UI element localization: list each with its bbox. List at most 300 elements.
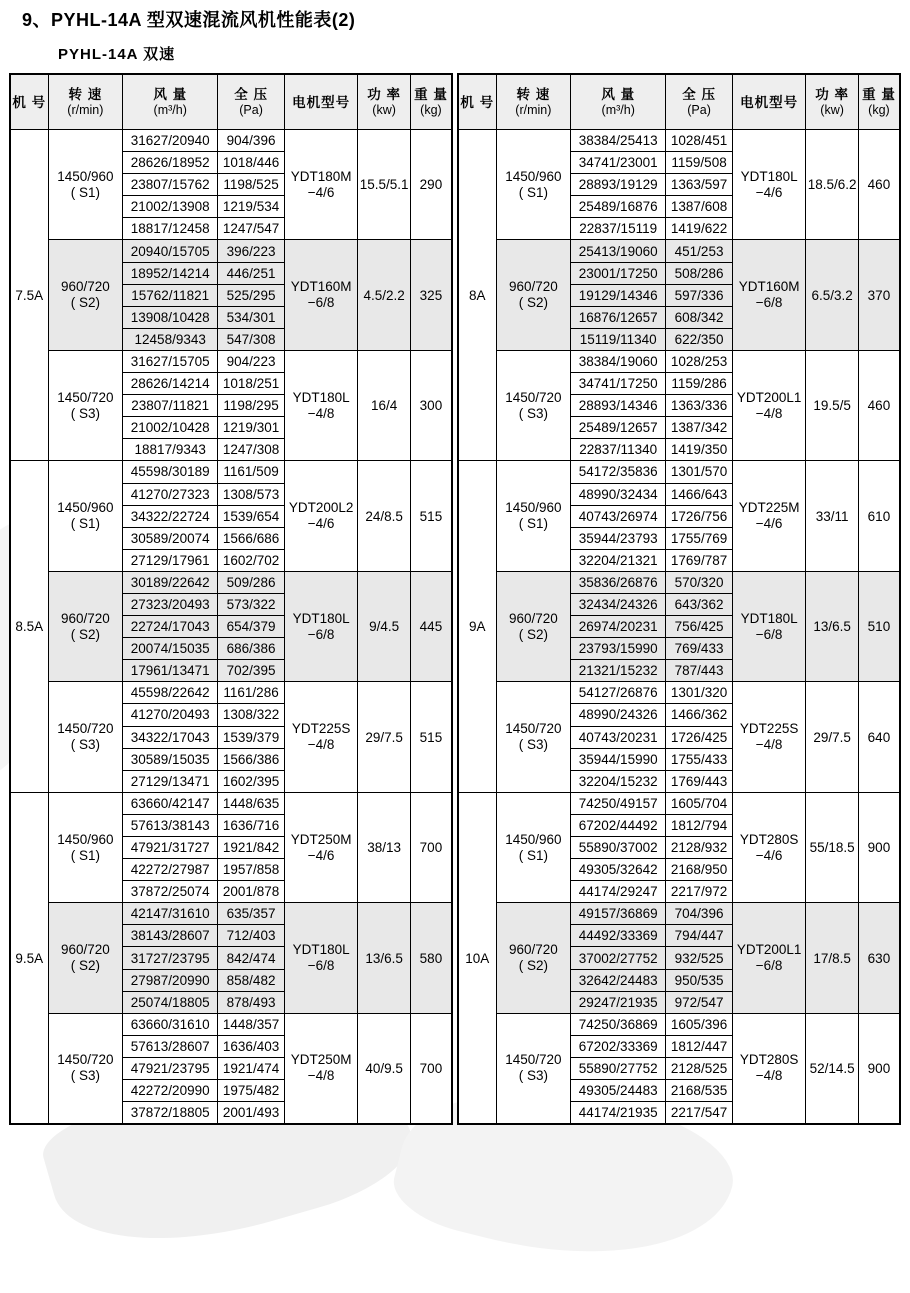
motor-model-line2: −4/8 [307,405,335,421]
pressure-cell: 1769/443 [666,770,733,792]
table-row [10,571,452,593]
power-cell: 6.5/3.2 [806,240,859,350]
table-row [458,792,900,814]
speed-setting-label: ( S2) [70,295,100,311]
power-cell: 13/6.5 [358,903,411,1013]
speed-setting-label: ( S1) [70,516,100,532]
motor-model-cell [284,130,357,240]
pressure-cell: 608/342 [666,306,733,328]
header-label: 电机型号 [740,94,799,110]
motor-model-cell [284,461,357,571]
pressure-cell: 904/223 [218,350,285,372]
flow-cell: 28626/18952 [123,152,218,174]
header-label: 转 速 [516,87,551,102]
flow-cell: 37872/18805 [123,1102,218,1125]
pressure-cell: 573/322 [218,593,285,615]
power-cell: 18.5/6.2 [806,130,859,240]
flow-cell: 27129/17961 [123,549,218,571]
pressure-cell: 787/443 [666,660,733,682]
motor-model-line2: −4/6 [307,184,335,200]
flow-cell: 57613/38143 [123,814,218,836]
speed-value: 960/720 [60,610,110,626]
weight-cell: 700 [410,792,452,902]
speed-cell [48,792,123,902]
speed-cell [496,350,571,460]
motor-model-line2: −4/6 [755,516,783,532]
header-unit: (kg) [868,103,890,117]
flow-cell: 12458/9343 [123,328,218,350]
motor-model-line1: YDT200L1 [736,942,802,958]
speed-cell [48,240,123,350]
speed-cell [496,571,571,681]
pressure-cell: 1755/769 [666,527,733,549]
pressure-cell: 769/433 [666,638,733,660]
header-unit: (kw) [372,103,396,117]
header-unit: (Pa) [687,103,711,117]
flow-cell: 32642/24483 [571,969,666,991]
speed-cell [496,130,571,240]
motor-model-cell [284,903,357,1013]
power-cell: 13/6.5 [806,571,859,681]
motor-model-line2: −4/8 [307,737,335,753]
header-row [458,74,900,130]
motor-model-line2: −4/8 [755,405,783,421]
speed-value: 960/720 [508,942,558,958]
motor-model-line1: YDT180M [290,168,352,184]
motor-model-line2: −6/8 [307,958,335,974]
table-row [10,130,452,152]
pressure-cell: 446/251 [218,262,285,284]
header-label: 重 量 [414,87,448,102]
motor-model-line1: YDT160M [738,279,800,295]
machine-cell: 9A [458,461,496,792]
flow-cell: 55890/27752 [571,1057,666,1079]
pressure-cell: 2217/547 [666,1102,733,1125]
flow-cell: 67202/33369 [571,1035,666,1057]
flow-cell: 15762/11821 [123,284,218,306]
speed-setting-label: ( S1) [518,516,548,532]
motor-model-cell [732,792,805,902]
flow-cell: 38384/19060 [571,350,666,372]
pressure-cell: 950/535 [666,969,733,991]
pressure-cell: 2128/932 [666,837,733,859]
flow-cell: 34741/23001 [571,152,666,174]
table-row [10,350,452,372]
header-cell-flow [571,74,666,130]
motor-model-cell [284,350,357,460]
pressure-cell: 1387/608 [666,196,733,218]
flow-cell: 48990/32434 [571,483,666,505]
speed-setting-label: ( S1) [518,184,548,200]
header-cell-weight [858,74,900,130]
flow-cell: 47921/23795 [123,1057,218,1079]
machine-cell: 8A [458,130,496,461]
speed-cell [496,792,571,902]
table-row [10,1013,452,1035]
speed-value: 1450/720 [505,1052,562,1068]
flow-cell: 23807/15762 [123,174,218,196]
header-label: 机 号 [460,94,495,110]
motor-model-line1: YDT250M [290,831,352,847]
pressure-cell: 712/403 [218,925,285,947]
flow-cell: 42147/31610 [123,903,218,925]
header-cell-pressure [666,74,733,130]
power-cell: 16/4 [358,350,411,460]
pressure-cell: 1247/308 [218,439,285,461]
flow-cell: 44174/29247 [571,881,666,903]
flow-cell: 22837/11340 [571,439,666,461]
flow-cell: 18817/9343 [123,439,218,461]
pressure-cell: 570/320 [666,571,733,593]
motor-model-line2: −4/8 [755,1068,783,1084]
header-cell-motor [732,74,805,130]
pressure-cell: 1539/654 [218,505,285,527]
speed-cell [48,350,123,460]
power-cell: 17/8.5 [806,903,859,1013]
pressure-cell: 1219/301 [218,417,285,439]
pressure-cell: 1363/336 [666,395,733,417]
flow-cell: 41270/20493 [123,704,218,726]
performance-table-right [457,73,901,1125]
speed-cell [48,1013,123,1124]
pressure-cell: 932/525 [666,947,733,969]
table-row [10,903,452,925]
flow-cell: 29247/21935 [571,991,666,1013]
table-row [458,1013,900,1035]
weight-cell: 610 [858,461,900,571]
pressure-cell: 1161/286 [218,682,285,704]
power-cell: 29/7.5 [358,682,411,792]
flow-cell: 54172/35836 [571,461,666,483]
motor-model-line1: YDT225S [291,721,351,737]
pressure-cell: 1161/509 [218,461,285,483]
speed-cell [496,240,571,350]
motor-model-line2: −6/8 [307,295,335,311]
machine-cell: 8.5A [10,461,48,792]
flow-cell: 45598/30189 [123,461,218,483]
motor-model-line2: −6/8 [755,295,783,311]
header-label: 全 压 [682,87,716,102]
speed-value: 960/720 [60,942,110,958]
speed-setting-label: ( S3) [518,737,548,753]
pressure-cell: 508/286 [666,262,733,284]
pressure-cell: 1028/451 [666,130,733,152]
header-label: 风 量 [601,87,636,102]
header-cell-flow [123,74,218,130]
motor-model-cell [732,461,805,571]
tables-row [9,73,901,1125]
table-row [458,571,900,593]
speed-cell [48,130,123,240]
pressure-cell: 1812/794 [666,814,733,836]
weight-cell: 515 [410,682,452,792]
speed-value: 960/720 [508,279,558,295]
flow-cell: 32204/15232 [571,770,666,792]
speed-value: 1450/720 [57,1052,114,1068]
flow-cell: 21002/13908 [123,196,218,218]
flow-cell: 35944/23793 [571,527,666,549]
flow-cell: 19129/14346 [571,284,666,306]
speed-setting-label: ( S2) [518,958,548,974]
flow-cell: 54127/26876 [571,682,666,704]
flow-cell: 31727/23795 [123,947,218,969]
pressure-cell: 1602/702 [218,549,285,571]
weight-cell: 290 [410,130,452,240]
motor-model-cell [284,1013,357,1124]
motor-model-cell [284,240,357,350]
speed-value: 1450/960 [505,500,562,516]
power-cell: 52/14.5 [806,1013,859,1124]
flow-cell: 41270/27323 [123,483,218,505]
motor-model-cell [732,571,805,681]
power-cell: 40/9.5 [358,1013,411,1124]
flow-cell: 34322/22724 [123,505,218,527]
motor-model-line2: −4/6 [755,847,783,863]
header-unit: (r/min) [67,103,104,117]
header-label: 机 号 [12,94,47,110]
flow-cell: 22724/17043 [123,616,218,638]
flow-cell: 25074/18805 [123,991,218,1013]
motor-model-line2: −6/8 [307,626,335,642]
flow-cell: 42272/20990 [123,1080,218,1102]
header-row [10,74,452,130]
header-label: 全 压 [234,87,268,102]
power-cell: 9/4.5 [358,571,411,681]
power-cell: 55/18.5 [806,792,859,902]
table-row [458,240,900,262]
flow-cell: 20940/15705 [123,240,218,262]
pressure-cell: 1419/622 [666,218,733,240]
header-label: 重 量 [862,87,896,102]
flow-cell: 30189/22642 [123,571,218,593]
table-row [10,240,452,262]
speed-value: 1450/960 [57,831,114,847]
flow-cell: 21321/15232 [571,660,666,682]
speed-cell [496,682,571,792]
pressure-cell: 1975/482 [218,1080,285,1102]
pressure-cell: 1363/597 [666,174,733,196]
table-row [458,130,900,152]
pressure-cell: 1921/474 [218,1057,285,1079]
header-label: 转 速 [68,87,103,102]
pressure-cell: 1605/396 [666,1013,733,1035]
pressure-cell: 1605/704 [666,792,733,814]
table-row [458,903,900,925]
pressure-cell: 1636/403 [218,1035,285,1057]
flow-cell: 74250/49157 [571,792,666,814]
header-cell-machine [10,74,48,130]
flow-cell: 20074/15035 [123,638,218,660]
flow-cell: 49157/36869 [571,903,666,925]
header-cell-speed [496,74,571,130]
motor-model-line1: YDT250M [290,1052,352,1068]
pressure-cell: 1755/433 [666,748,733,770]
flow-cell: 28626/14214 [123,373,218,395]
speed-value: 1450/720 [505,389,562,405]
speed-cell [496,461,571,571]
speed-value: 1450/960 [505,168,562,184]
performance-table-left [9,73,453,1125]
flow-cell: 34322/17043 [123,726,218,748]
flow-cell: 25489/16876 [571,196,666,218]
flow-cell: 42272/27987 [123,859,218,881]
pressure-cell: 2001/878 [218,881,285,903]
flow-cell: 25489/12657 [571,417,666,439]
weight-cell: 510 [858,571,900,681]
header-unit: (Pa) [239,103,263,117]
flow-cell: 26974/20231 [571,616,666,638]
table-subtitle: PYHL-14A 双速 [58,46,176,63]
pressure-cell: 635/357 [218,903,285,925]
pressure-cell: 2001/493 [218,1102,285,1125]
weight-cell: 900 [858,792,900,902]
flow-cell: 63660/31610 [123,1013,218,1035]
pressure-cell: 643/362 [666,593,733,615]
motor-model-line1: YDT180L [292,942,350,958]
power-cell: 33/11 [806,461,859,571]
header-unit: (m³/h) [153,103,187,117]
weight-cell: 325 [410,240,452,350]
flow-cell: 44174/21935 [571,1102,666,1125]
flow-cell: 18952/14214 [123,262,218,284]
pressure-cell: 1566/686 [218,527,285,549]
flow-cell: 34741/17250 [571,373,666,395]
flow-cell: 40743/26974 [571,505,666,527]
flow-cell: 31627/15705 [123,350,218,372]
power-cell: 15.5/5.1 [358,130,411,240]
weight-cell: 900 [858,1013,900,1124]
flow-cell: 63660/42147 [123,792,218,814]
pressure-cell: 1419/350 [666,439,733,461]
power-cell: 4.5/2.2 [358,240,411,350]
flow-cell: 15119/11340 [571,328,666,350]
header-label: 功 率 [815,87,849,102]
speed-setting-label: ( S1) [70,184,100,200]
speed-cell [496,1013,571,1124]
weight-cell: 515 [410,461,452,571]
speed-value: 1450/720 [505,721,562,737]
flow-cell: 49305/24483 [571,1080,666,1102]
weight-cell: 300 [410,350,452,460]
flow-cell: 35836/26876 [571,571,666,593]
speed-value: 960/720 [508,610,558,626]
pressure-cell: 1387/342 [666,417,733,439]
pressure-cell: 1466/643 [666,483,733,505]
flow-cell: 28893/19129 [571,174,666,196]
flow-cell: 45598/22642 [123,682,218,704]
flow-cell: 32434/24326 [571,593,666,615]
pressure-cell: 1159/508 [666,152,733,174]
speed-setting-label: ( S1) [70,847,100,863]
header-cell-power [358,74,411,130]
pressure-cell: 451/253 [666,240,733,262]
flow-cell: 57613/28607 [123,1035,218,1057]
pressure-cell: 1018/446 [218,152,285,174]
pressure-cell: 2128/525 [666,1057,733,1079]
power-cell: 24/8.5 [358,461,411,571]
speed-value: 1450/960 [57,500,114,516]
motor-model-line2: −6/8 [755,626,783,642]
pressure-cell: 2168/535 [666,1080,733,1102]
pressure-cell: 534/301 [218,306,285,328]
speed-value: 1450/960 [505,831,562,847]
flow-cell: 32204/21321 [571,549,666,571]
flow-cell: 30589/15035 [123,748,218,770]
motor-model-line1: YDT280S [739,831,799,847]
motor-model-line2: −4/6 [307,847,335,863]
flow-cell: 23001/17250 [571,262,666,284]
pressure-cell: 1539/379 [218,726,285,748]
pressure-cell: 525/295 [218,284,285,306]
flow-cell: 44492/33369 [571,925,666,947]
power-cell: 19.5/5 [806,350,859,460]
motor-model-cell [732,350,805,460]
weight-cell: 460 [858,350,900,460]
speed-setting-label: ( S3) [70,737,100,753]
pressure-cell: 878/493 [218,991,285,1013]
header-label: 功 率 [367,87,401,102]
pressure-cell: 704/396 [666,903,733,925]
flow-cell: 38384/25413 [571,130,666,152]
flow-cell: 23807/11821 [123,395,218,417]
motor-model-line2: −4/6 [755,184,783,200]
pressure-cell: 1636/716 [218,814,285,836]
pressure-cell: 1726/425 [666,726,733,748]
header-unit: (kg) [420,103,442,117]
pressure-cell: 1812/447 [666,1035,733,1057]
pressure-cell: 1769/787 [666,549,733,571]
flow-cell: 37002/27752 [571,947,666,969]
flow-cell: 27987/20990 [123,969,218,991]
speed-cell [48,461,123,571]
table-row [10,682,452,704]
speed-setting-label: ( S3) [70,1068,100,1084]
table-row [458,461,900,483]
motor-model-line1: YDT180L [740,168,798,184]
motor-model-line1: YDT200L2 [288,500,354,516]
motor-model-cell [732,130,805,240]
flow-cell: 47921/31727 [123,837,218,859]
flow-cell: 18817/12458 [123,218,218,240]
speed-setting-label: ( S3) [518,1068,548,1084]
speed-cell [496,903,571,1013]
motor-model-cell [732,903,805,1013]
power-cell: 29/7.5 [806,682,859,792]
motor-model-cell [732,240,805,350]
pressure-cell: 702/395 [218,660,285,682]
pressure-cell: 1466/362 [666,704,733,726]
header-cell-motor [284,74,357,130]
flow-cell: 37872/25074 [123,881,218,903]
flow-cell: 55890/37002 [571,837,666,859]
weight-cell: 700 [410,1013,452,1124]
flow-cell: 31627/20940 [123,130,218,152]
motor-model-line2: −4/8 [755,737,783,753]
motor-model-line1: YDT200L1 [736,389,802,405]
speed-cell [48,682,123,792]
weight-cell: 370 [858,240,900,350]
pressure-cell: 2168/950 [666,859,733,881]
motor-model-cell [284,682,357,792]
pressure-cell: 1198/525 [218,174,285,196]
motor-model-cell [732,1013,805,1124]
header-cell-pressure [218,74,285,130]
speed-setting-label: ( S1) [518,847,548,863]
pressure-cell: 396/223 [218,240,285,262]
pressure-cell: 654/379 [218,616,285,638]
motor-model-line2: −6/8 [755,958,783,974]
speed-setting-label: ( S2) [70,626,100,642]
